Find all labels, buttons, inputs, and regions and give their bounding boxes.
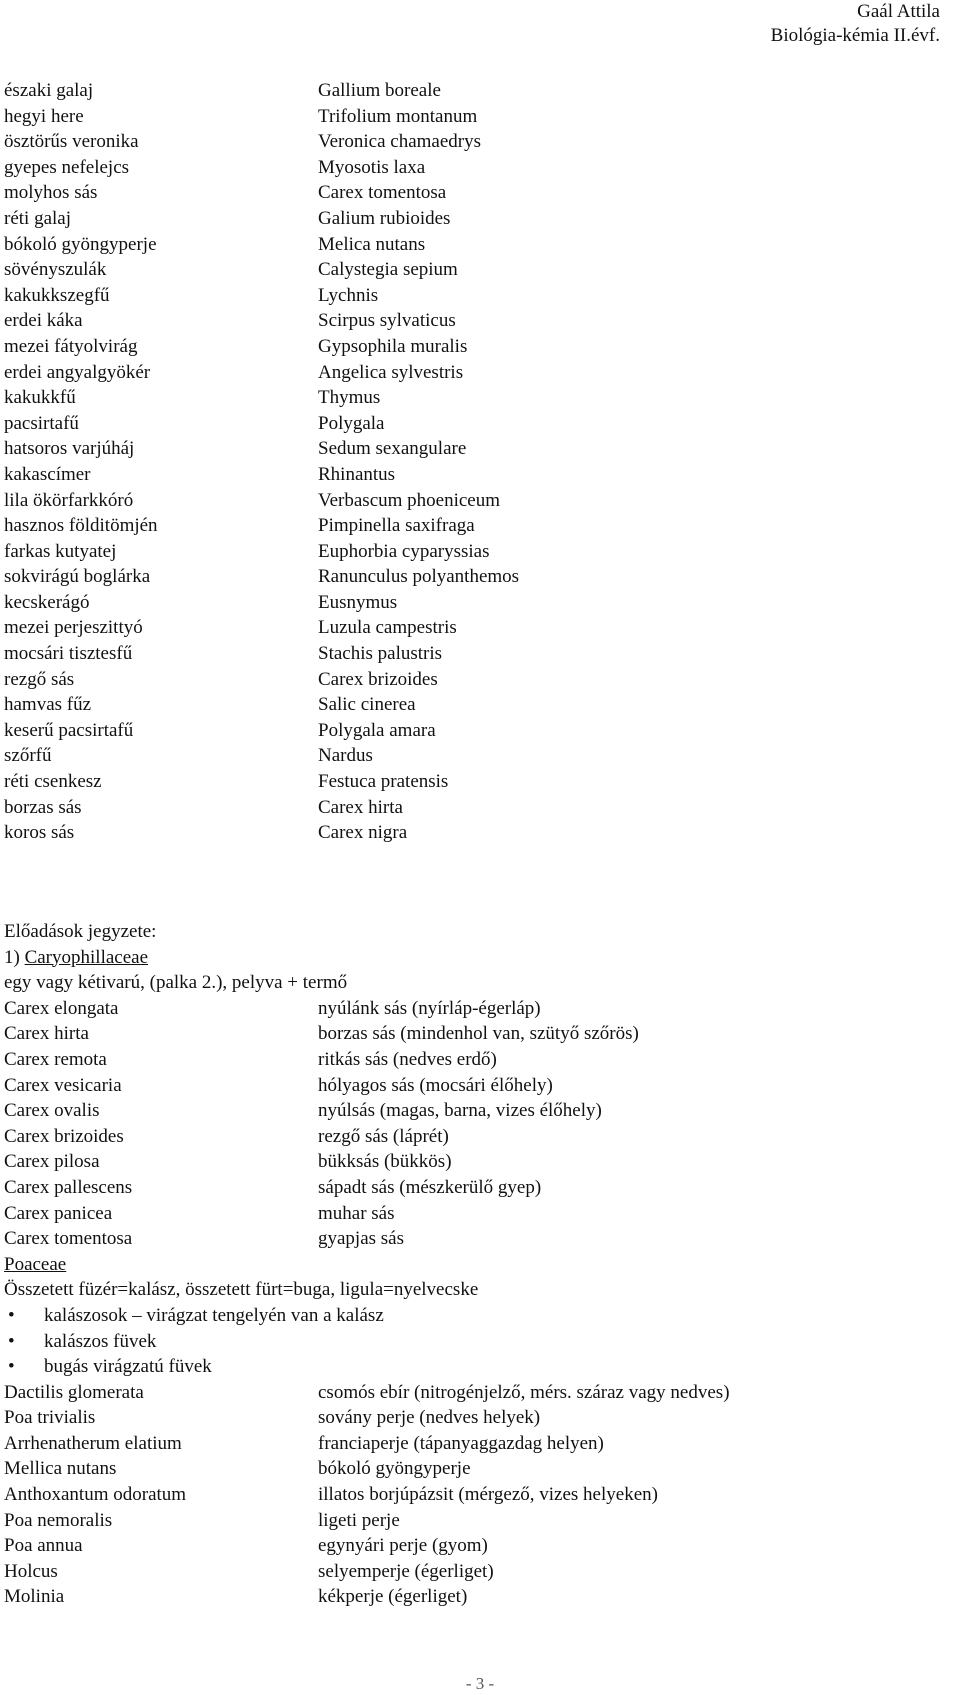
list-item-latin: Eusnymus xyxy=(318,591,398,613)
list-item-latin: Salic cinerea xyxy=(318,694,416,716)
hungarian-name: gyapjas sás xyxy=(318,1228,405,1250)
list-item-hungarian: erdei angyalgyökér xyxy=(4,361,151,383)
lecture-notes xyxy=(4,919,954,1610)
latin-name: Carex pilosa xyxy=(4,1151,100,1173)
list-item-hungarian: kecskerágó xyxy=(4,591,90,613)
list-item-latin: Veronica chamaedrys xyxy=(318,131,482,153)
latin-name: Poa trivialis xyxy=(4,1407,96,1429)
section1-heading: Caryophillaceae xyxy=(24,946,149,968)
list-item-latin: Polygala amara xyxy=(318,719,436,741)
list-item-hungarian: pacsirtafű xyxy=(4,412,79,434)
list-item-hungarian: erdei káka xyxy=(4,310,83,332)
list-item-hungarian: hamvas fűz xyxy=(4,694,92,716)
bullet-text: kalászosok – virágzat tengelyén van a kalász xyxy=(44,1304,384,1326)
latin-name: Molinia xyxy=(4,1586,65,1608)
section1-number: 1) xyxy=(4,946,20,968)
list-item-latin: Pimpinella saxifraga xyxy=(318,515,475,537)
latin-name: Carex vesicaria xyxy=(4,1074,122,1096)
hungarian-name: hólyagos sás (mocsári élőhely) xyxy=(318,1074,553,1096)
table-row xyxy=(4,1559,954,1585)
list-item-latin: Ranunculus polyanthemos xyxy=(318,566,520,588)
page-number: - 3 - xyxy=(465,1674,495,1693)
hungarian-name: bükksás (bükkös) xyxy=(318,1151,452,1173)
table-row xyxy=(4,1021,954,1047)
list-item-hungarian: kakascímer xyxy=(4,463,91,485)
list-item-latin: Euphorbia cyparyssias xyxy=(318,540,490,562)
bullet-icon: • xyxy=(8,1304,15,1326)
list-item-hungarian: mezei fátyolvirág xyxy=(4,335,138,357)
list-item-latin: Luzula campestris xyxy=(318,617,457,639)
list-item-hungarian: hegyi here xyxy=(4,105,84,127)
bullet-item xyxy=(4,1354,954,1380)
hungarian-name: selyemperje (égerliget) xyxy=(318,1560,494,1582)
table-row xyxy=(4,1175,954,1201)
latin-name: Dactilis glomerata xyxy=(4,1381,144,1403)
section2-description: Összetett füzér=kalász, összetett fürt=buga, ligula=nyelvecske xyxy=(4,1279,479,1301)
table-row xyxy=(4,1149,954,1175)
hungarian-name: bókoló gyöngyperje xyxy=(318,1458,471,1480)
latin-name: Arrhenatherum elatium xyxy=(4,1432,182,1454)
table-row xyxy=(4,1405,954,1431)
hungarian-name: borzas sás (mindenhol van, szütyő szőrös) xyxy=(318,1023,639,1045)
list-item-hungarian: kakukkfű xyxy=(4,387,76,409)
list-item-hungarian: gyepes nefelejcs xyxy=(4,156,130,178)
latin-name: Carex brizoides xyxy=(4,1125,124,1147)
list-item-latin: Rhinantus xyxy=(318,463,396,485)
hungarian-name: sovány perje (nedves helyek) xyxy=(318,1407,541,1429)
list-item-hungarian: mezei perjeszittyó xyxy=(4,617,143,639)
list-item-hungarian: molyhos sás xyxy=(4,182,98,204)
hungarian-name: ligeti perje xyxy=(318,1509,400,1531)
list-item-latin: Carex tomentosa xyxy=(318,182,447,204)
hungarian-name: kékperje (égerliget) xyxy=(318,1586,468,1608)
header-course: Biológia-kémia II.évf. xyxy=(770,25,940,46)
bullet-item xyxy=(4,1329,954,1355)
list-item-latin: Polygala xyxy=(318,412,385,434)
table-row xyxy=(4,1380,954,1406)
list-item-hungarian: bókoló gyöngyperje xyxy=(4,233,157,255)
list-item-latin: Calystegia sepium xyxy=(318,259,458,281)
latin-name: Anthoxantum odoratum xyxy=(4,1484,187,1506)
latin-name: Carex elongata xyxy=(4,997,119,1019)
hungarian-name: franciaperje (tápanyaggazdag helyen) xyxy=(318,1432,604,1454)
list-item-hungarian: szőrfű xyxy=(4,745,52,767)
table-row xyxy=(4,1508,954,1534)
page-header xyxy=(771,0,940,48)
list-item-latin: Gallium boreale xyxy=(318,80,441,101)
bullet-text: bugás virágzatú füvek xyxy=(44,1356,212,1378)
notes-title: Előadások jegyzete: xyxy=(4,921,157,942)
latin-species-list xyxy=(318,78,519,846)
table-row xyxy=(4,1098,954,1124)
list-item-hungarian: rezgő sás xyxy=(4,668,75,690)
carex-table xyxy=(4,996,954,1252)
bullet-list xyxy=(4,1303,954,1380)
hungarian-name: sápadt sás (mészkerülő gyep) xyxy=(318,1176,542,1198)
table-row xyxy=(4,1124,954,1150)
list-item-hungarian: északi galaj xyxy=(4,80,94,101)
hungarian-name: muhar sás xyxy=(318,1202,395,1224)
table-row xyxy=(4,1201,954,1227)
list-item-hungarian: hatsoros varjúháj xyxy=(4,438,135,460)
table-row xyxy=(4,996,954,1022)
hungarian-name: csomós ebír (nitrogénjelző, mérs. száraz vagy nedves) xyxy=(318,1381,730,1403)
hungarian-name: ritkás sás (nedves erdő) xyxy=(318,1048,497,1070)
bullet-text: kalászos füvek xyxy=(44,1330,157,1352)
list-item-latin: Gypsophila muralis xyxy=(318,335,468,357)
latin-name: Carex remota xyxy=(4,1048,107,1070)
list-item-latin: Festuca pratensis xyxy=(318,771,449,793)
hungarian-species-list xyxy=(4,78,158,846)
latin-name: Carex panicea xyxy=(4,1202,113,1224)
list-item-latin: Nardus xyxy=(318,745,373,767)
hungarian-name: illatos borjúpázsit (mérgező, vizes helyeken) xyxy=(318,1484,658,1506)
list-item-latin: Verbascum phoeniceum xyxy=(318,489,501,511)
list-item-hungarian: réti csenkesz xyxy=(4,771,102,793)
table-row xyxy=(4,1073,954,1099)
header-author: Gaál Attila xyxy=(857,1,940,22)
list-item-hungarian: sokvirágú boglárka xyxy=(4,566,151,588)
list-item-latin: Stachis palustris xyxy=(318,643,443,665)
section1-heading-line xyxy=(4,945,954,971)
latin-name: Poa annua xyxy=(4,1535,83,1557)
table-row xyxy=(4,1533,954,1559)
list-item-latin: Scirpus sylvaticus xyxy=(318,310,456,332)
list-item-hungarian: keserű pacsirtafű xyxy=(4,719,134,741)
poaceae-table xyxy=(4,1380,954,1610)
list-item-hungarian: lila ökörfarkkóró xyxy=(4,489,134,511)
list-item-latin: Galium rubioides xyxy=(318,207,451,229)
list-item-latin: Angelica sylvestris xyxy=(318,361,464,383)
latin-name: Mellica nutans xyxy=(4,1458,117,1480)
list-item-hungarian: sövényszulák xyxy=(4,259,107,281)
hungarian-name: rezgő sás (láprét) xyxy=(318,1125,449,1147)
bullet-icon: • xyxy=(8,1356,15,1378)
list-item-latin: Sedum sexangulare xyxy=(318,438,467,460)
list-item-latin: Carex brizoides xyxy=(318,668,438,690)
hungarian-name: nyúlánk sás (nyírláp-égerláp) xyxy=(318,997,541,1019)
latin-name: Poa nemoralis xyxy=(4,1509,113,1531)
list-item-latin: Carex hirta xyxy=(318,796,403,818)
list-item-hungarian: farkas kutyatej xyxy=(4,540,117,562)
list-item-latin: Myosotis laxa xyxy=(318,156,426,178)
list-item-hungarian: réti galaj xyxy=(4,207,71,229)
list-item-latin: Trifolium montanum xyxy=(318,105,478,127)
table-row xyxy=(4,1482,954,1508)
table-row xyxy=(4,1456,954,1482)
latin-name: Carex hirta xyxy=(4,1023,89,1045)
table-row xyxy=(4,1047,954,1073)
list-item-hungarian: kakukkszegfű xyxy=(4,284,110,306)
list-item-hungarian: mocsári tisztesfű xyxy=(4,643,133,665)
list-item-latin: Carex nigra xyxy=(318,822,408,844)
latin-name: Carex ovalis xyxy=(4,1100,100,1122)
list-item-hungarian: hasznos földitömjén xyxy=(4,515,158,537)
bullet-icon: • xyxy=(8,1330,15,1352)
bullet-item xyxy=(4,1303,954,1329)
list-item-hungarian: borzas sás xyxy=(4,796,82,818)
table-row xyxy=(4,1226,954,1252)
list-item-latin: Melica nutans xyxy=(318,233,426,255)
section2-heading: Poaceae xyxy=(4,1253,67,1275)
latin-name: Carex pallescens xyxy=(4,1176,133,1198)
list-item-latin: Lychnis xyxy=(318,284,379,306)
table-row xyxy=(4,1431,954,1457)
latin-name: Holcus xyxy=(4,1560,58,1582)
hungarian-name: nyúlsás (magas, barna, vizes élőhely) xyxy=(318,1100,602,1122)
list-item-hungarian: koros sás xyxy=(4,822,75,844)
hungarian-name: egynyári perje (gyom) xyxy=(318,1535,488,1557)
latin-name: Carex tomentosa xyxy=(4,1228,133,1250)
list-item-latin: Thymus xyxy=(318,387,381,409)
table-row xyxy=(4,1584,954,1610)
list-item-hungarian: ösztörűs veronika xyxy=(4,131,139,153)
section1-description: egy vagy kétivarú, (palka 2.), pelyva + termő xyxy=(4,972,348,994)
